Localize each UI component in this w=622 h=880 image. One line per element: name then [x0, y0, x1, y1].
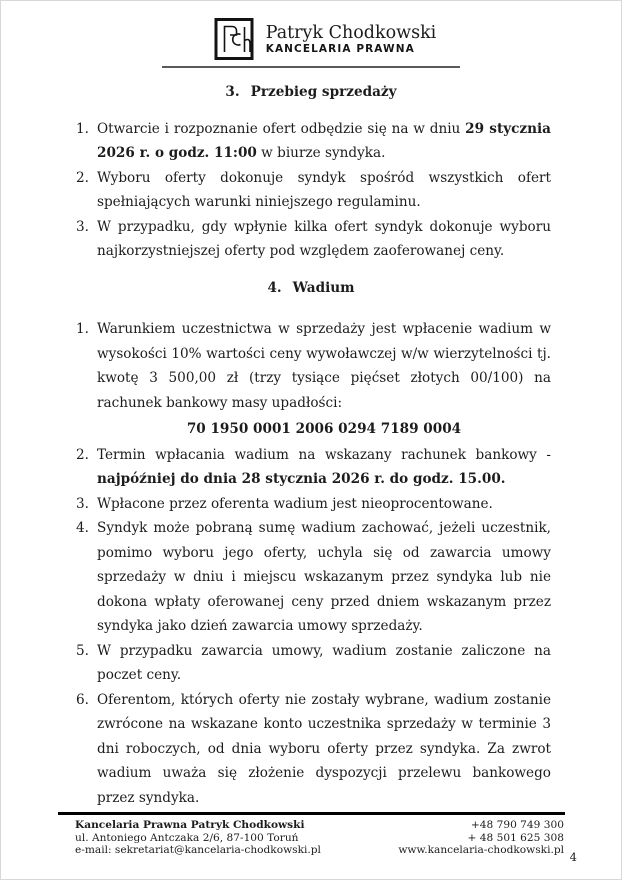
item-text [97, 492, 551, 517]
section-number: 4. [267, 279, 282, 296]
footer-address: ul. Antoniego Antczaka 2/6, 87-100 Toruń [75, 831, 299, 844]
text-segment: Syndyk może pobraną sumę wadium zachować, jeżeli uczestnik, pomimo wyboru jego oferty, uchyla się od zawarcia umowy sprzedaży w dniu i miejscu wskazanym przez syndyka lub nie dokona wpłaty oferowanej ceny przed dniem wskazanym przez syndyka jako dzień zawarcia umowy sprzedaży. [97, 520, 551, 634]
letterhead [15, 1, 622, 61]
list-item [76, 516, 551, 639]
item-number: 2. [76, 169, 89, 186]
item-number: 3. [76, 495, 89, 512]
wadium-list [1, 317, 621, 810]
item-text [97, 688, 551, 811]
text-segment: w biurze syndyka. [256, 145, 386, 161]
brand-block [266, 23, 437, 55]
brand-subtitle: KANCELARIA PRAWNA [265, 43, 415, 55]
item-text [97, 639, 551, 688]
list-item [76, 443, 551, 492]
item-number: 4. [76, 520, 89, 536]
footer-phone-1: +48 790 749 300 [470, 819, 564, 831]
text-segment: Termin wpłacania wadium na wskazany rachunek bankowy - [97, 446, 551, 463]
footer-contact-block [58, 819, 321, 857]
item-number: 3. [76, 218, 89, 235]
header-divider [162, 66, 460, 68]
item-text [97, 166, 551, 215]
item-text [97, 117, 551, 166]
section-number: 3. [225, 84, 240, 100]
list-item [76, 215, 551, 264]
bank-account-number: 70 1950 0001 2006 0294 7189 0004 [186, 421, 462, 437]
text-segment: Warunkiem uczestnictwa w sprzedaży jest wpłacenie wadium w wysokości 10% wartości ceny wywoławczej w/w wierzytelności tj. kwotę 3 500,00 zł (trzy tysiące pięćset złotych 00/100) na rachunek bankowy masy upadłości: [97, 321, 551, 411]
item-number: 1. [76, 321, 89, 337]
list-item [76, 688, 551, 811]
item-text [97, 215, 551, 264]
text-segment: Wpłacone przez oferenta wadium jest nieoprocentowane. [97, 495, 493, 512]
list-item [76, 317, 551, 415]
item-text [97, 516, 551, 639]
text-segment: Otwarcie i rozpoznanie ofert odbędzie się na w dniu [97, 120, 466, 137]
text-segment-bold: najpóźniej do dnia 28 stycznia 2026 r. do godz. 15.00. [97, 471, 506, 487]
text-segment: Wyboru oferty dokonuje syndyk spośród wszystkich ofert spełniających warunki niniejszego regulaminu. [97, 169, 551, 210]
item-text [97, 443, 551, 492]
footer-website: www.kancelaria-chodkowski.pl [398, 844, 564, 857]
item-number: 5. [76, 642, 89, 659]
section-title: Przebieg sprzedaży [250, 84, 397, 100]
list-item [76, 117, 551, 166]
brand-name: Patryk Chodkowski [265, 23, 437, 43]
page-number: 4 [569, 850, 577, 864]
list-item [76, 166, 551, 215]
law-firm-logo-icon [214, 17, 255, 61]
text-segment-bold: 29 stycznia 2026 r. o godz. 11:00 [97, 120, 551, 161]
list-item [76, 492, 551, 517]
footer-email: e-mail: sekretariat@kancelaria-chodkowski.pl [75, 844, 321, 857]
item-text [97, 317, 551, 415]
footer-phone-2: + 48 501 625 308 [467, 831, 564, 844]
text-segment: Oferentom, których oferty nie zostały wybrane, wadium zostanie zwrócone na wskazane konto uczestnika sprzedaży w terminie 3 dni roboczych, od dnia wyboru oferty przez syndyka. Za zwrot wadium uważa się złożenie dyspozycji przelewu bankowego przez syndyka. [97, 691, 551, 806]
przebieg-list [1, 117, 621, 264]
item-number: 1. [76, 120, 89, 137]
section-heading-przebieg [1, 80, 621, 105]
list-item [76, 639, 551, 688]
item-number: 2. [76, 446, 89, 463]
page-footer [58, 812, 565, 857]
section-heading-wadium [1, 276, 621, 301]
section-title: Wadium [292, 279, 355, 296]
item-number: 6. [76, 691, 89, 708]
footer-phone-block [398, 819, 565, 857]
text-segment: W przypadku zawarcia umowy, wadium zostanie zaliczone na poczet ceny. [97, 642, 551, 683]
footer-firm-name: Kancelaria Prawna Patryk Chodkowski [75, 819, 305, 831]
text-segment: W przypadku, gdy wpłynie kilka ofert syndyk dokonuje wyboru najkorzystniejszej oferty pod względem zaoferowanej ceny. [97, 218, 551, 259]
